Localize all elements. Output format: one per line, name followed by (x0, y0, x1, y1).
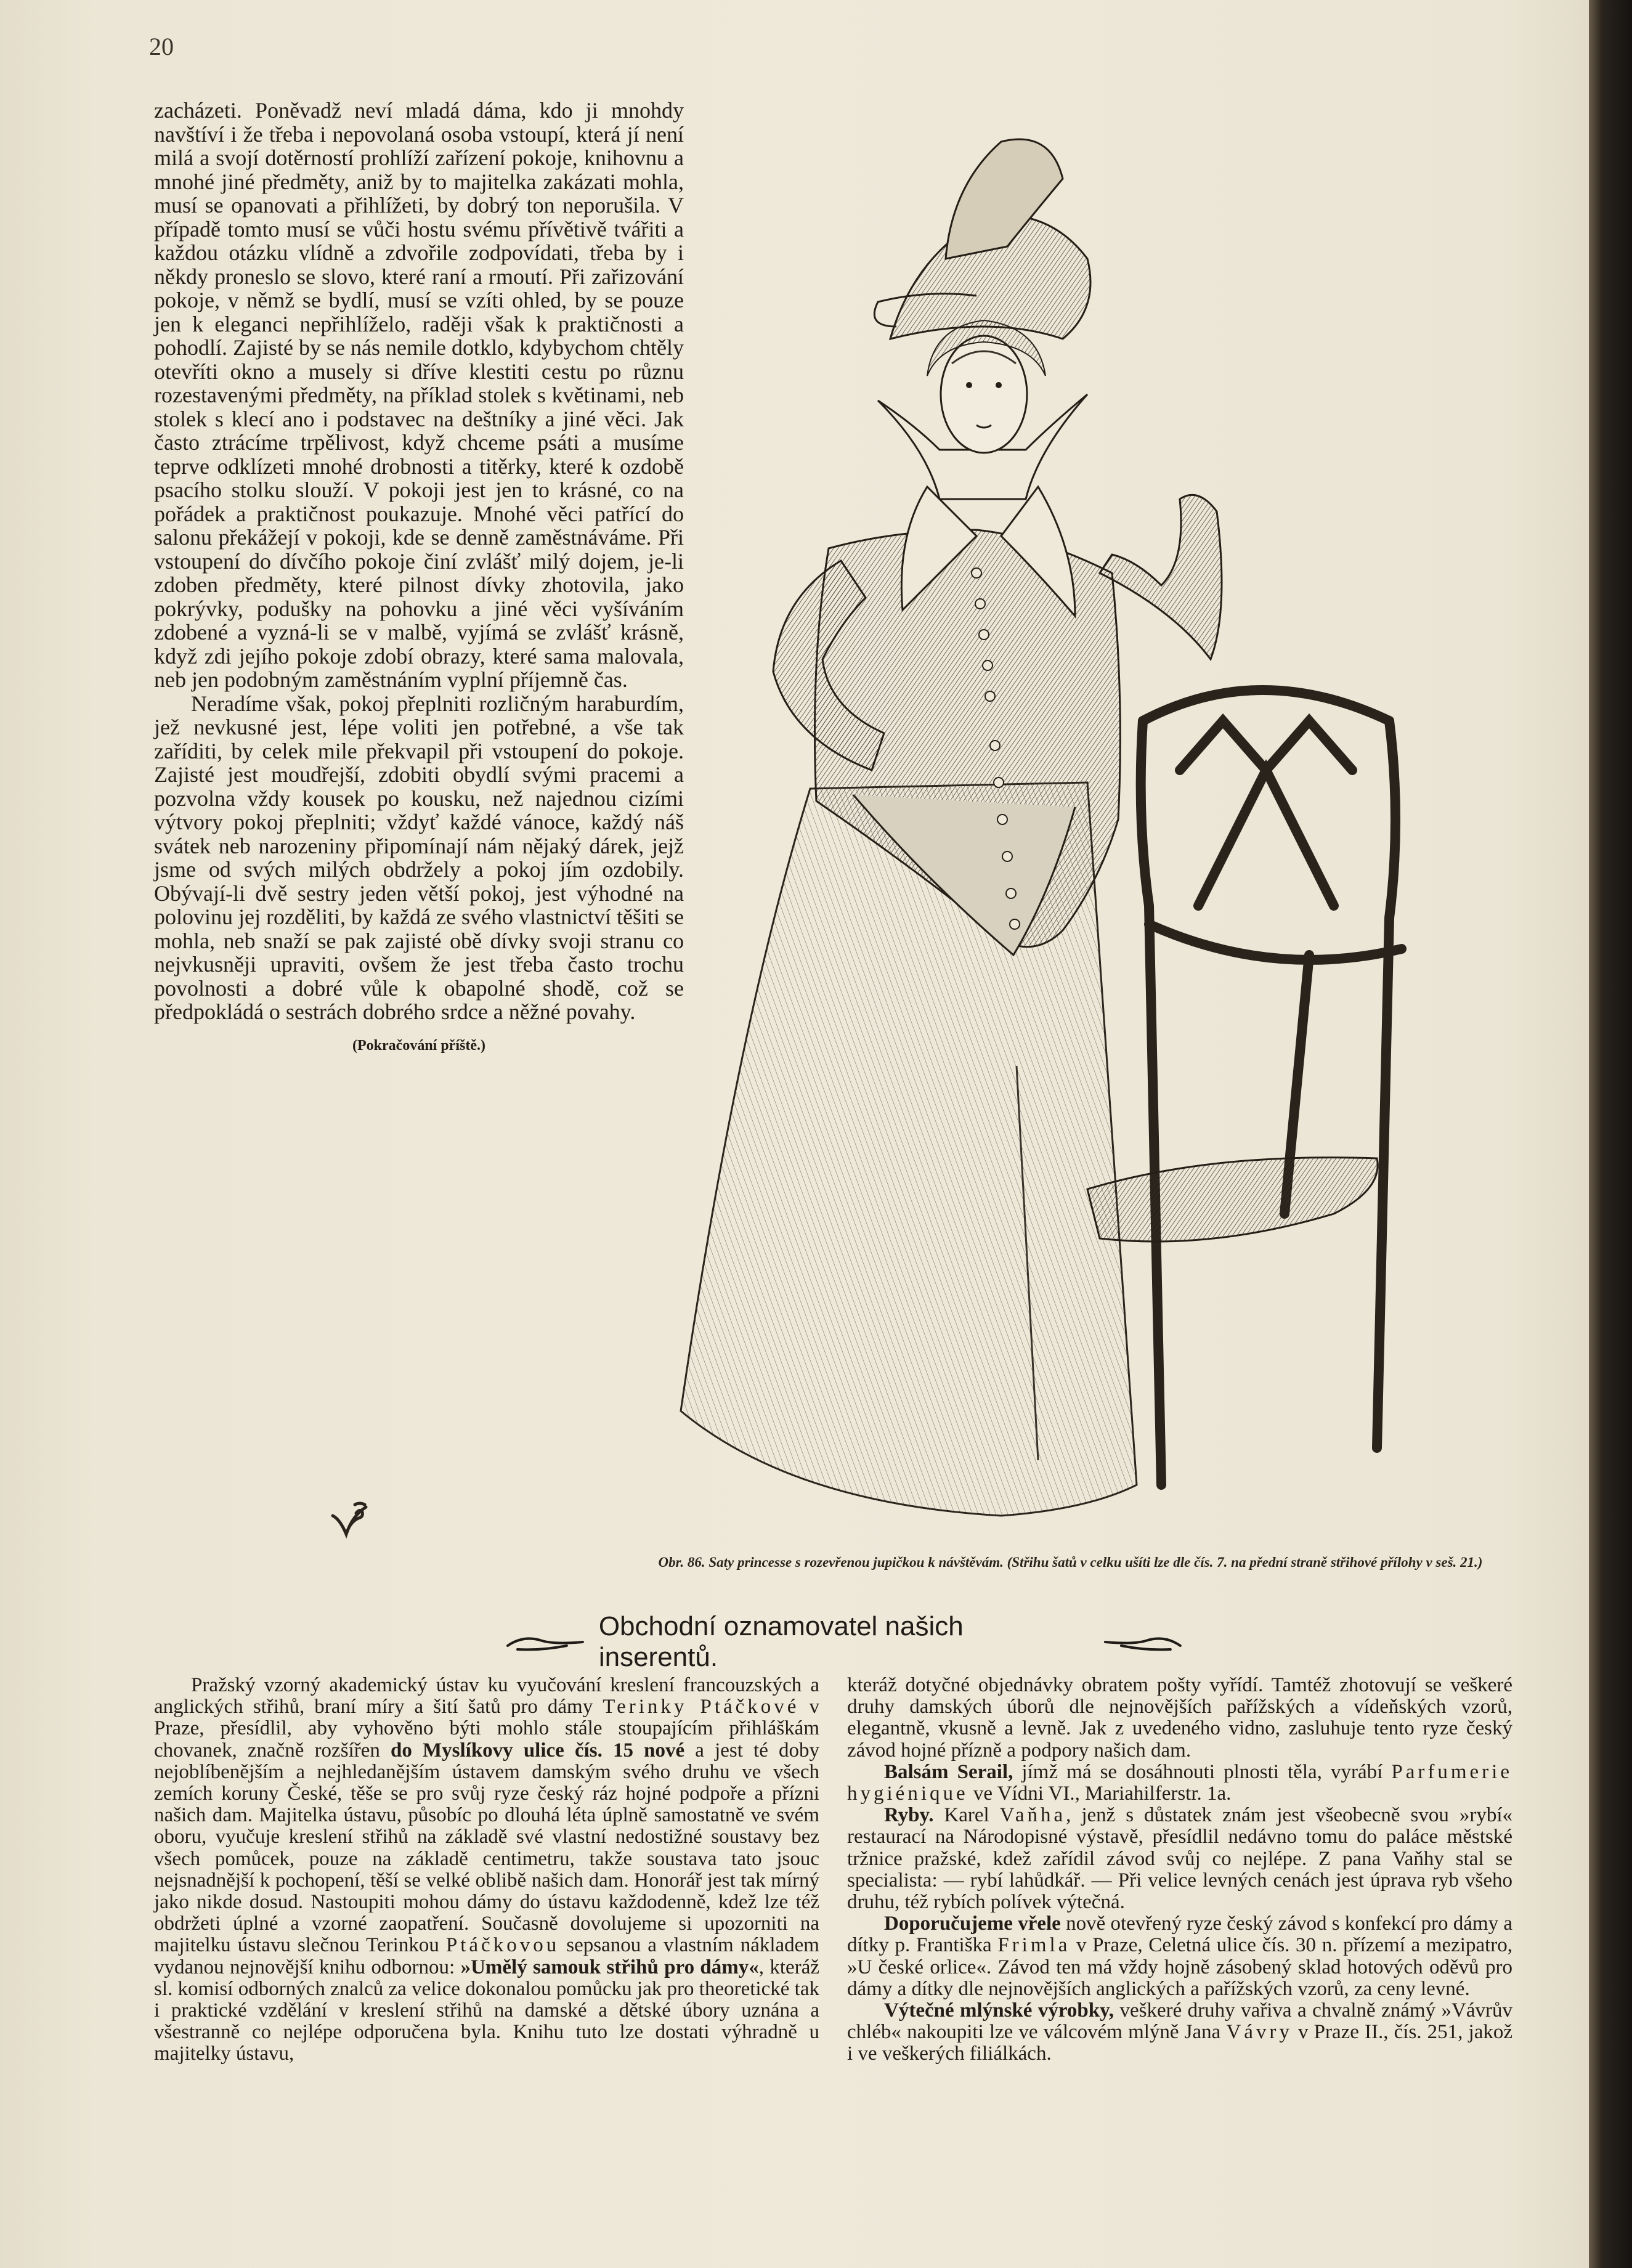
swash-left-icon (505, 1630, 585, 1654)
ads-right-column (847, 1675, 1512, 2065)
page-edge-shadow (1589, 0, 1632, 2268)
ads-left-column (154, 1675, 819, 2065)
article-paragraph: zacházeti. Poněvadž neví mladá dáma, kdo ji mnohdy navštíví i že třeba i nepovolaná osoba vstoupí, která jí není milá a svojí dotěrností prohlíží zařízení pokoje, knihovnu a mnohé jiné předměty, aniž by to majitelka zakázati mohla, musí se opanovati a přihlížeti, by dobrý ton neporušila. V případě tomto musí se vůči hostu svému přívětivě tvářiti a každou otázku vlídně a zdvořile zodpovídati, třeba by i někdy proneslo se slovo, které raní a rmoutí. Při zařizování pokoje, v němž se bydlí, musí se vzíti ohled, by se pouze jen k eleganci nepřihlíželo, raději však k praktičnosti a pohodlí. Zajisté by se nás nemile dotklo, kdybychom chtěly otevříti okno a musely si dříve klestiti cestu po různu rozestavenými předměty, na příklad stolek s květinami, neb stolek s klecí ano i podstavec na deštníky a jiné věci. Jak často ztrácíme trpělivost, když chceme psáti a musíme teprve odklízeti mnohé drobnosti a titěrky, které k ozdobě psacího stolku slouží. V pokoji jest jen to krásné, co na pořádek a praktičnost poukazuje. Mnohé věci patřící do salonu překážejí v pokoji, kde se denně zaměstnáváme. Při vstoupení do dívčího pokoje činí zvlášť milý dojem, je-li zdoben předměty, které pilnost dívky zhotovila, jako pokrývky, podušky na pohovku a jiné věci vyšíváním zdobené a vyzná-li se v malbě, vyjímá se zvlášť krásně, když zdi jejího pokoje zdobí obrazy, které sama malovala, neb jen podobným zaměstnáním vyplní příjemně čas. (154, 98, 684, 692)
chair-seat (1087, 1158, 1378, 1242)
continued-note: (Pokračování příště.) (352, 1037, 485, 1054)
face (941, 336, 1027, 453)
ad-paragraph-frimla: Doporučujeme vřele nově otevřený ryze český závod s konfekcí pro dámy a dítky p. Františka Frimla v Praze, Celetná ulice čís. 30 n. přízemí a mezipatro, »U české orlice«. Závod ten má vždy hojně zásobený sklad hotových oděvů pro dámy a dítky dle nejnovějších anglických a pařížských vzorů, za ceny levné. (847, 1912, 1513, 2000)
article-left-column (154, 99, 684, 1057)
right-arm (1100, 495, 1222, 659)
ad-paragraph-continued: kteráž dotyčné objednávky obratem pošty vyřídí. Tamtéž zhotovují se veškeré druhy damských úborů dle nejnovějších pařížských a vídeňských vzorů, elegantně, vkusně a levně. Jak z uvedeného vidno, zasluhuje tento ryze český závod hojné přízně a podpory našich dam. (847, 1674, 1512, 1762)
flourish-ornament-icon (328, 1497, 377, 1547)
page-number: 20 (149, 33, 174, 60)
ad-paragraph-vavra: Výtečné mlýnské výrobky, veškeré druhy vařiva a chvalně známý »Vávrův chléb« nakoupiti lze ve válcovém mlýně Jana Vávry v Praze II., čís. 251, jakož i ve veškerých filiálkách. (847, 1999, 1513, 2065)
section-title: Obchodní oznamovatel našich inserentů. (598, 1611, 964, 1672)
ad-paragraph-ryby: Ryby. Karel Vaňha, jenž s důstatek znám jest všeobecně svou »rybí« restaurací na Národopisné výstavě, přesídlil nedávno tomu do paláce městské tržnice pražské, kdež zařídil závod svůj co nejlépe. Z pana Vaňhy stal se specialista: — rybí lahůdkář. — Při velice levných cenách jest úprava ryb všeho druhu, též rybích polívek výtečná. (847, 1804, 1512, 1914)
fashion-illustration (607, 105, 1534, 1525)
ad-paragraph-ustav: Pražský vzorný akademický ústav ku vyučování kreslení francouzských a anglických střihů, braní míry a šití šatů pro dámy Terinky Ptáčkové v Praze, přesídlil, aby vyhověno býti mohlo stále stoupajícím přihláškám chovanek, značně rozšířen do Myslíkovy ulice čís. 15 nové a jest té doby nejoblíbenějším a nejhledanějším ústavem damským svého druhu ve všech zemích koruny České, těše se pro svůj ryze český ráz hojné podpoře a přízni našich dam. Majitelka ústavu, působíc po dlouhá léta úplně samostatně ve svém oboru, vyučuje kreslení střihů na základě své vlastní nedostižné soustavy bez všech pomůcek, pouze na základě centimetru, takže soustava tato jsouc nejsnadnější k pochopení, těší se velké oblibě našich dam. Honorář jest tak mírný jako nikde dosud. Nastoupiti mohou dámy do ústavu každodenně, kdež lze též obdržeti úplné a vzorné zaopatření. Současně dovolujeme si upozorniti na majitelku ústavu slečnou Terinkou Ptáčkovou sepsanou a vlastním nákladem vydanou nejnovější knihu odbornou: »Umělý samouk střihů pro dámy«, kteráž sl. komisí odborných znalců za velice dokonalou pomůcku jak pro theoretické tak i praktické vzdělání v kreslení střihů na damské a dětské úbory uznána a všestranně co nejlépe odporučena byla. Knihu tuto lze dostati výhradně u majitelky ústavu, (154, 1674, 820, 2065)
chair (1141, 690, 1402, 1485)
ad-paragraph-balsam: Balsám Serail, jímž má se dosáhnouti plnosti těla, vyrábí Parfumerie hygiénique ve Vídni VI., Mariahilferstr. 1a. (847, 1760, 1512, 1805)
article-paragraph: Neradíme však, pokoj přeplniti rozličným haraburdím, jež nevkusné jest, lépe voliti jen potřebné, a vše tak zaříditi, by celek mile překvapil při vstoupení do pokoje. Zajisté jest moudřejší, zdobiti obydlí svými pracemi a pozvolna vždy kousek po kousku, než najednou cizími výtvory pokoj přeplniti; vždyť každé vánoce, každý náš svátek neb narozeniny připomínají nám nějaký dárek, jejž jsme od svých milých obdržely a pokoj jím ozdobily. Obývají-li dvě sestry jeden větší pokoj, jest výhodné na polovinu jej rozděliti, by každá ze svého vlastnictví těšiti se mohla, neb snaží se pak zajisté obě dívky svoji stranu co nejvkusněji upraviti, ovšem že jest třeba často trochu povolnosti a dobré vůle k obapolné shodě, což se předpokládá o sestrách dobrého srdce a něžné povahy. (154, 691, 684, 1024)
section-heading (505, 1611, 1183, 1672)
figure-caption: Obr. 86. Saty princesse s rozevřenou jupičkou k návštěvám. (Střihu šatů v celku ušíti lze dle čís. 7. na přední straně střihové přílohy v seš. 21.) (658, 1555, 1483, 1570)
swash-right-icon (1103, 1630, 1183, 1654)
